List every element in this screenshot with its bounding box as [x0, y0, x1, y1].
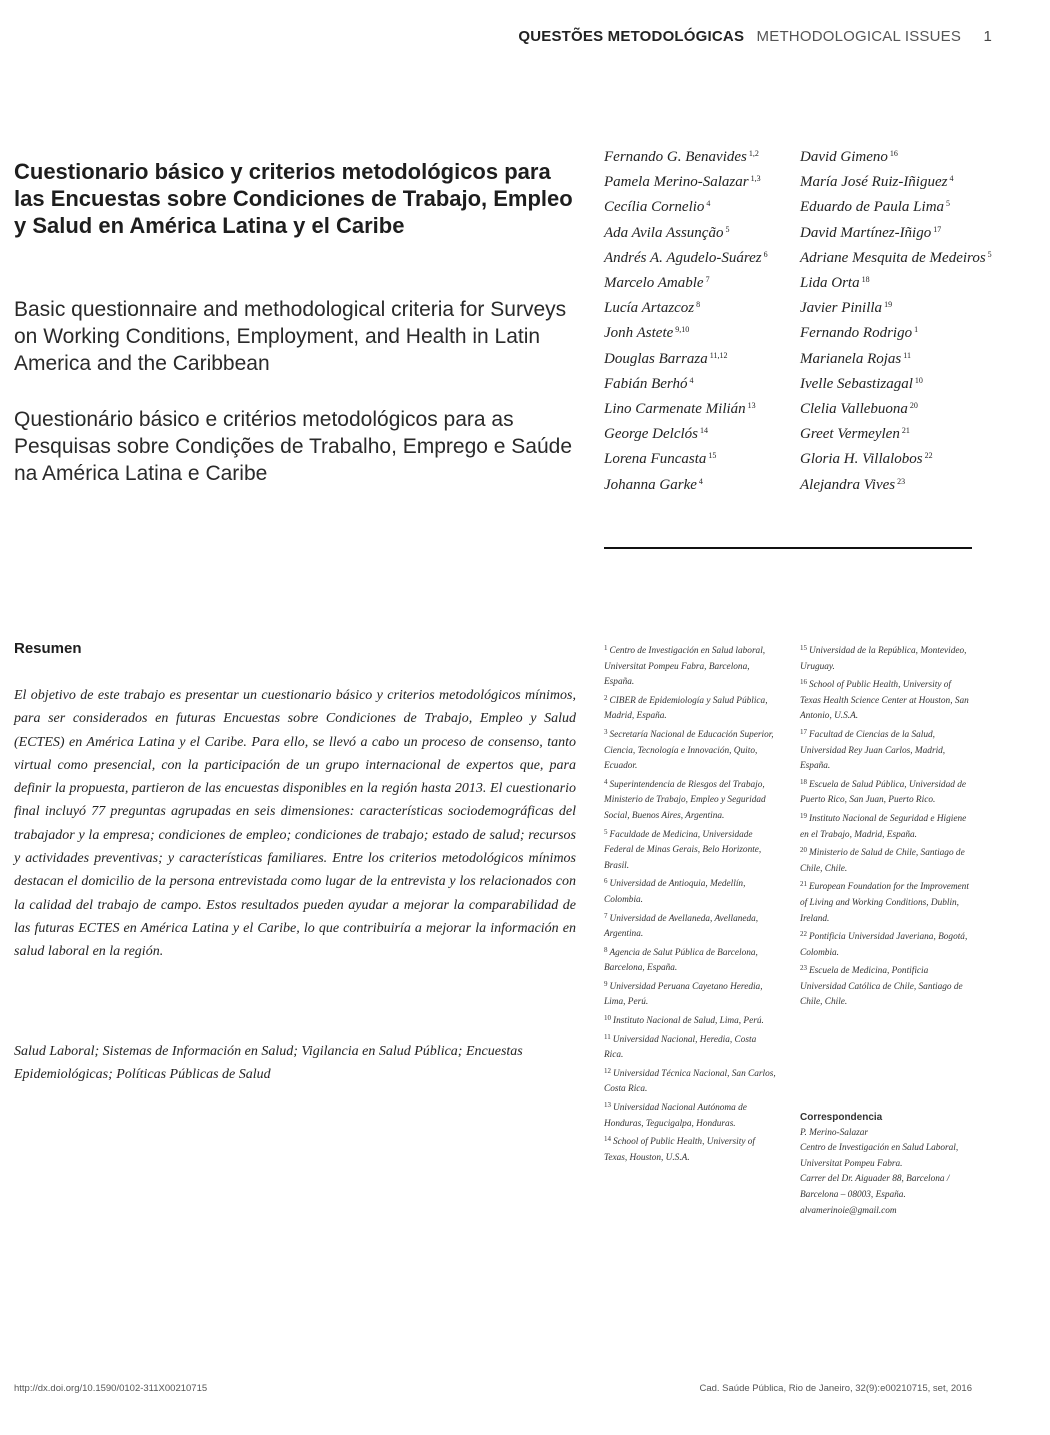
affiliation-text: Ministerio de Salud de Chile, Santiago de Chile, Chile. — [800, 848, 965, 874]
author-affiliation-ref: 7 — [705, 275, 710, 285]
affiliation — [800, 961, 972, 1011]
author-name: George Delclós — [604, 426, 698, 443]
affiliation-number: 9 — [604, 979, 608, 988]
author-name: Clelia Vallebuona — [800, 401, 908, 418]
author — [604, 445, 794, 470]
author — [800, 143, 1000, 168]
author — [604, 420, 794, 445]
affiliation-text: Universidad Peruana Cayetano Heredia, Lima, Perú. — [604, 981, 763, 1008]
authors-divider — [604, 547, 972, 549]
affiliation-number: 4 — [604, 777, 608, 786]
author-name: Lino Carmenate Milián — [604, 401, 746, 418]
author — [604, 244, 794, 269]
author-name: Fernando Rodrigo — [800, 325, 913, 342]
title-portuguese: Questionário básico e critérios metodológicos para as Pesquisas sobre Condições de Trabalho, Emprego e Saúde na América Latina e Caribe — [14, 408, 573, 485]
correspondence-institution: Centro de Investigación en Salud Laboral, Universitat Pompeu Fabra. — [800, 1143, 959, 1169]
author-affiliation-ref: 23 — [897, 476, 906, 486]
author-name: Marcelo Amable — [604, 275, 704, 292]
author-affiliation-ref: 15 — [708, 451, 717, 461]
affiliation — [800, 809, 972, 843]
affiliation — [604, 1132, 776, 1166]
affiliation — [800, 877, 972, 927]
author-affiliation-ref: 4 — [706, 199, 711, 209]
affiliations-column-1 — [604, 641, 776, 1166]
correspondence-email[interactable]: alvamerinoie@gmail.com — [800, 1205, 897, 1216]
author — [800, 445, 1000, 470]
affiliation — [604, 943, 776, 977]
affiliation — [800, 641, 972, 675]
affiliation — [604, 825, 776, 875]
affiliations-column-2 — [800, 641, 972, 1011]
page-number: 1 — [983, 28, 992, 45]
affiliation-number: 6 — [604, 877, 608, 886]
author — [800, 395, 1000, 420]
author — [604, 471, 794, 496]
author-name: Gloria H. Villalobos — [800, 451, 923, 468]
author — [604, 269, 794, 294]
affiliation-number: 14 — [604, 1135, 611, 1144]
author-affiliation-ref: 14 — [700, 426, 708, 436]
affiliation — [604, 1064, 776, 1098]
author-affiliation-ref: 9,10 — [675, 325, 690, 335]
affiliation-text: Universidad de la República, Montevideo, Uruguay. — [800, 646, 967, 672]
affiliation-number: 23 — [800, 964, 807, 973]
author-name: Ivelle Sebastizagal — [800, 375, 913, 392]
author — [604, 395, 794, 420]
affiliation — [604, 641, 776, 691]
author — [800, 244, 1000, 269]
author — [800, 219, 1000, 244]
running-header — [518, 28, 992, 45]
author-name: Cecília Cornelio — [604, 199, 705, 216]
journal-citation: Cad. Saúde Pública, Rio de Janeiro, 32(9):e00210715, set, 2016 — [699, 1383, 972, 1394]
author-name: Fabián Berhó — [604, 375, 688, 392]
author-name: Andrés A. Agudelo-Suárez — [604, 249, 762, 266]
author-affiliation-ref: 1,3 — [750, 174, 761, 184]
affiliation-text: Centro de Investigación en Salud laboral, Universitat Pompeu Fabra, Barcelona, España. — [604, 646, 766, 688]
author-affiliation-ref: 5 — [725, 224, 730, 234]
author-affiliation-ref: 4 — [698, 476, 703, 486]
affiliation-text: Facultad de Ciencias de la Salud, Universidad Rey Juan Carlos, Madrid, España. — [800, 729, 946, 772]
affiliation — [604, 775, 776, 825]
author-affiliation-ref: 5 — [946, 199, 951, 209]
affiliation-number: 20 — [800, 846, 807, 855]
author-affiliation-ref: 4 — [949, 174, 954, 184]
author-name: Javier Pinilla — [800, 300, 883, 317]
affiliation-text: Agencia de Salut Pública de Barcelona, Barcelona, España. — [604, 947, 758, 974]
author-affiliation-ref: 4 — [689, 375, 694, 385]
author-name: Lida Orta — [800, 275, 860, 292]
author-name: María José Ruiz-Iñiguez — [800, 174, 948, 191]
author — [800, 193, 1000, 218]
author — [800, 269, 1000, 294]
author-affiliation-ref: 17 — [933, 224, 942, 234]
author-name: Eduardo de Paula Lima — [800, 199, 945, 216]
affiliation — [800, 927, 972, 961]
affiliation — [604, 725, 776, 775]
affiliation — [604, 1098, 776, 1132]
author — [800, 294, 1000, 319]
affiliation-number: 17 — [800, 727, 807, 736]
affiliation-number: 22 — [800, 930, 807, 939]
author-affiliation-ref: 21 — [901, 426, 910, 436]
doi-link[interactable]: http://dx.doi.org/10.1590/0102-311X00210715 — [14, 1383, 208, 1394]
affiliation-number: 11 — [604, 1032, 611, 1041]
keywords: Salud Laboral; Sistemas de Información en Salud; Vigilancia en Salud Pública; Encuestas Epidemiológicas; Políticas Públicas de Salud — [14, 1044, 523, 1082]
author — [604, 168, 794, 193]
affiliation-number: 21 — [800, 880, 807, 889]
author — [800, 345, 1000, 370]
affiliation — [604, 1030, 776, 1064]
affiliation — [800, 843, 972, 877]
affiliation-number: 3 — [604, 727, 608, 736]
author-name: Greet Vermeylen — [800, 426, 900, 443]
affiliation-number: 19 — [800, 811, 807, 820]
author-name: David Martínez-Iñigo — [800, 224, 932, 241]
author-name: David Gimeno — [800, 149, 888, 165]
authors-column-1 — [604, 143, 794, 496]
affiliation-text: School of Public Health, University of Texas, Houston, U.S.A. — [604, 1137, 756, 1163]
author-name: Lorena Funcasta — [604, 451, 707, 468]
affiliation-text: Universidad de Antioquia, Medellín, Colombia. — [604, 879, 746, 905]
affiliation-text: CIBER de Epidemiología y Salud Pública, Madrid, España. — [604, 695, 768, 722]
affiliation-text: European Foundation for the Improvement of Living and Working Conditions, Dublin, Ireland. — [800, 882, 969, 924]
author-name: Alejandra Vives — [800, 476, 896, 493]
affiliation — [800, 775, 972, 809]
author-affiliation-ref: 18 — [861, 275, 870, 285]
affiliation-number: 15 — [800, 644, 807, 652]
author-affiliation-ref: 10 — [914, 375, 923, 385]
affiliation — [604, 874, 776, 908]
affiliation-text: Instituto Nacional de Salud, Lima, Perú. — [613, 1016, 764, 1027]
affiliation — [604, 691, 776, 725]
abstract-body: El objetivo de este trabajo es presentar un cuestionario básico y criterios metodológicos mínimos, para ser considerados en futuras Encuestas sobre Condiciones de Trabajo, Empleo y Salud (ECTES) en América Latina y el Caribe. Para ello, se llevó a cabo un proceso de consenso, tanto virtual como presencial, con la participación de un grupo internacional de expertos que, para definir la propuesta, partieron de las encuestas disponibles en la región hasta 2013. El cuestionario final incluyó 77 preguntas agrupadas en seis dimensiones: características sociodemográficas del trabajador y la empresa; condiciones de empleo; condiciones de trabajo; estado de salud; recursos y actividades preventivas; y características familiares. Entre los criterios metodológicos mínimos destacan el domicilio de la persona entrevistada como lugar de la entrevista y los relacionados con la calidad del trabajo de campo. Estos resultados pueden ayudar a mejorar la comparabilidad de las futuras ECTES en América Latina y el Caribe, lo que contribuiría a mejorar la información en salud laboral en la región. — [14, 688, 576, 960]
author-affiliation-ref: 5 — [987, 249, 992, 259]
author — [800, 168, 1000, 193]
affiliation-number: 5 — [604, 827, 608, 836]
author — [604, 319, 794, 344]
author-name: Lucía Artazcoz — [604, 300, 695, 317]
author — [604, 294, 794, 319]
author-name: Douglas Barraza — [604, 350, 708, 367]
author — [604, 219, 794, 244]
author-affiliation-ref: 20 — [909, 401, 918, 411]
affiliation-text: Universidad de Avellaneda, Avellaneda, Argentina. — [604, 913, 759, 940]
affiliation — [800, 725, 972, 775]
affiliation — [604, 1011, 776, 1030]
affiliation — [604, 909, 776, 943]
abstract-heading: Resumen — [14, 640, 82, 657]
author-affiliation-ref: 6 — [763, 249, 768, 259]
author-affiliation-ref: 22 — [924, 451, 933, 461]
author-affiliation-ref: 16 — [889, 149, 898, 158]
section-label-en: METHODOLOGICAL ISSUES — [756, 28, 962, 45]
correspondence — [800, 1110, 972, 1219]
author-name: Ada Avila Assunção — [604, 224, 724, 241]
affiliation-number: 1 — [604, 644, 608, 652]
title-english: Basic questionnaire and methodological criteria for Surveys on Working Conditions, Employment, and Health in Latin America and the Caribbean — [14, 298, 567, 375]
affiliation-text: Universidad Nacional, Heredia, Costa Rica. — [604, 1034, 757, 1061]
correspondence-heading: Correspondencia — [800, 1112, 883, 1123]
author — [604, 143, 794, 168]
author — [800, 471, 1000, 496]
author-name: Johanna Garke — [604, 476, 697, 493]
title-spanish: Cuestionario básico y criterios metodológicos para las Encuestas sobre Condiciones de Trabajo, Empleo y Salud en América Latina y el Caribe — [14, 159, 573, 238]
authors-column-2 — [800, 143, 1000, 496]
affiliation-number: 10 — [604, 1014, 611, 1023]
author — [604, 193, 794, 218]
affiliation-text: Escuela de Salud Pública, Universidad de Puerto Rico, San Juan, Puerto Rico. — [800, 779, 966, 806]
author-affiliation-ref: 19 — [884, 300, 893, 310]
affiliation-number: 18 — [800, 777, 807, 786]
affiliation-number: 8 — [604, 945, 608, 954]
author — [800, 420, 1000, 445]
author — [604, 345, 794, 370]
affiliation — [604, 977, 776, 1011]
affiliation-text: Superintendencia de Riesgos del Trabajo, Ministerio de Trabajo, Empleo y Seguridad Social, Buenos Aires, Argentina. — [604, 779, 766, 821]
correspondence-name: P. Merino-Salazar — [800, 1127, 869, 1138]
affiliation-text: Universidad Técnica Nacional, San Carlos, Costa Rica. — [604, 1068, 776, 1095]
author-name: Fernando G. Benavides — [604, 149, 747, 165]
author-affiliation-ref: 1 — [914, 325, 919, 335]
affiliation-number: 7 — [604, 911, 608, 920]
author-name: Marianela Rojas — [800, 350, 902, 367]
author-affiliation-ref: 1,2 — [748, 149, 759, 158]
affiliation-number: 2 — [604, 693, 608, 702]
author-affiliation-ref: 13 — [747, 401, 756, 411]
author — [800, 319, 1000, 344]
affiliation — [800, 675, 972, 725]
author-affiliation-ref: 11,12 — [709, 350, 728, 360]
author — [800, 370, 1000, 395]
affiliation-text: Secretaría Nacional de Educación Superior, Ciencia, Tecnología e Innovación, Quito, Ecuador. — [604, 729, 774, 772]
author — [604, 370, 794, 395]
author-affiliation-ref: 8 — [696, 300, 701, 310]
correspondence-address: Carrer del Dr. Aiguader 88, Barcelona / Barcelona – 08003, España. — [800, 1174, 950, 1200]
section-label-pt: QUESTÕES METODOLÓGICAS — [518, 28, 745, 45]
author-name: Pamela Merino-Salazar — [604, 174, 749, 191]
affiliation-text: Faculdade de Medicina, Universidade Federal de Minas Gerais, Belo Horizonte, Brasil. — [604, 829, 762, 871]
author-affiliation-ref: 11 — [903, 350, 911, 360]
affiliation-number: 13 — [604, 1101, 611, 1110]
author-name: Jonh Astete — [604, 325, 674, 342]
affiliation-text: Universidad Nacional Autónoma de Honduras, Tegucigalpa, Honduras. — [604, 1103, 747, 1129]
affiliation-text: Escuela de Medicina, Pontificia Universidad Católica de Chile, Santiago de Chile, Chile. — [800, 966, 963, 1008]
author-name: Adriane Mesquita de Medeiros — [800, 249, 986, 266]
affiliation-text: Pontificia Universidad Javeriana, Bogotá, Colombia. — [800, 932, 968, 958]
affiliation-number: 12 — [604, 1066, 611, 1075]
affiliation-number: 16 — [800, 678, 807, 687]
affiliation-text: School of Public Health, University of Texas Health Science Center at Houston, San Antonio, U.S.A. — [800, 680, 969, 722]
affiliation-text: Instituto Nacional de Seguridad e Higiene en el Trabajo, Madrid, España. — [800, 813, 967, 840]
